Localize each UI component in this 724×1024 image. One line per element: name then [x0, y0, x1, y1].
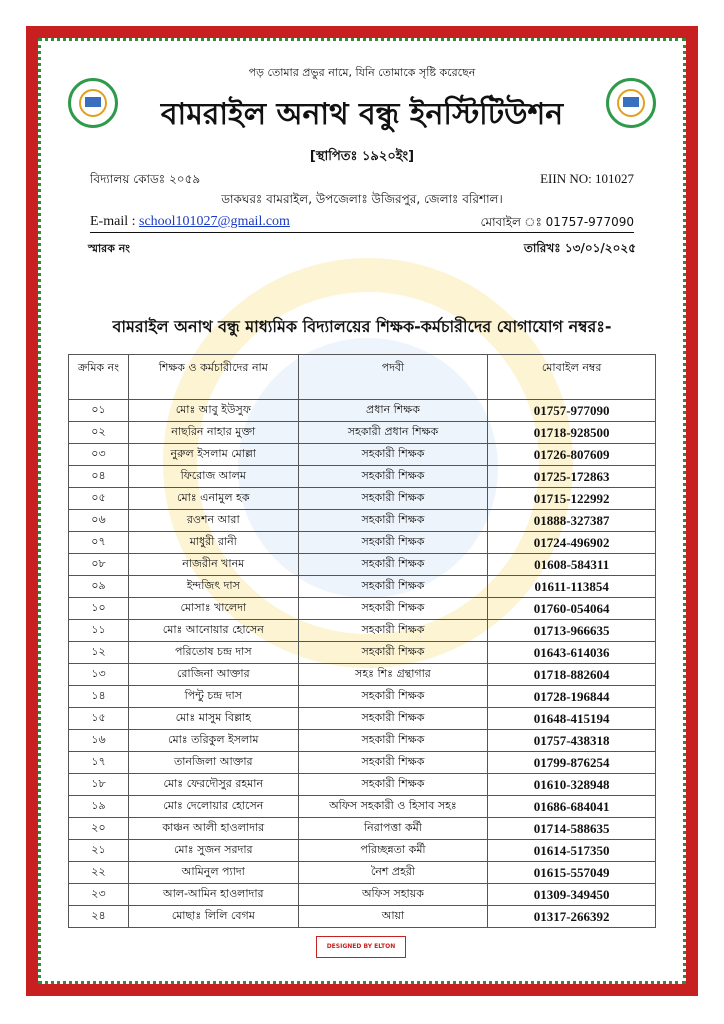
cell-name: মোঃ তরিকুল ইসলাম [128, 730, 298, 752]
cell-mobile: 01713-966635 [488, 620, 656, 642]
cell-name: আল-আমিন হাওলাদার [128, 884, 298, 906]
address: ডাকঘরঃ বামরাইল, উপজেলাঃ উজিরপুর, জেলাঃ বরিশাল। [221, 192, 503, 206]
cell-serial: ২৩ [69, 884, 129, 906]
cell-name: মোছাঃ লিলি বেগম [128, 906, 298, 928]
table-row [69, 510, 656, 532]
cell-mobile: 01724-496902 [488, 532, 656, 554]
table-row [69, 730, 656, 752]
cell-designation: সহকারী শিক্ষক [298, 686, 488, 708]
column-header-name: শিক্ষক ও কর্মচারীদের নাম [128, 355, 298, 400]
cell-name: কাঞ্চন আলী হাওলাদার [128, 818, 298, 840]
cell-serial: ০৫ [69, 488, 129, 510]
cell-mobile: 01728-196844 [488, 686, 656, 708]
cell-mobile: 01643-614036 [488, 642, 656, 664]
cell-mobile: 01757-977090 [488, 400, 656, 422]
cell-designation: প্রধান শিক্ষক [298, 400, 488, 422]
cell-designation: সহকারী শিক্ষক [298, 730, 488, 752]
cell-serial: ২৪ [69, 906, 129, 928]
cell-serial: ০৯ [69, 576, 129, 598]
cell-serial: ০৭ [69, 532, 129, 554]
cell-designation: পরিচ্ছন্নতা কর্মী [298, 840, 488, 862]
cell-mobile: 01757-438318 [488, 730, 656, 752]
cell-name: নাছরিন নাহার মুক্তা [128, 422, 298, 444]
column-header-serial: ক্রমিক নং [69, 355, 129, 400]
cell-serial: ২০ [69, 818, 129, 840]
cell-name: মোঃ এনামুল হক [128, 488, 298, 510]
table-row [69, 906, 656, 928]
cell-designation: সহকারী প্রধান শিক্ষক [298, 422, 488, 444]
cell-serial: ২১ [69, 840, 129, 862]
cell-designation: সহকারী শিক্ষক [298, 466, 488, 488]
cell-name: মোঃ সুজন সরদার [128, 840, 298, 862]
designer-credit: DESIGNED BY ELTON [316, 936, 406, 958]
cell-name: মোসাঃ খালেদা [128, 598, 298, 620]
table-row [69, 686, 656, 708]
table-row [69, 774, 656, 796]
cell-mobile: 01686-684041 [488, 796, 656, 818]
cell-serial: ১০ [69, 598, 129, 620]
cell-name: তানজিলা আক্তার [128, 752, 298, 774]
cell-name: পরিতোষ চন্দ্র দাস [128, 642, 298, 664]
cell-serial: ২২ [69, 862, 129, 884]
table-row [69, 598, 656, 620]
contact-table [68, 354, 656, 928]
cell-serial: ০৬ [69, 510, 129, 532]
cell-name: ইন্দজিৎ দাস [128, 576, 298, 598]
table-row [69, 818, 656, 840]
cell-name: মোঃ আবু ইউসুফ [128, 400, 298, 422]
column-header-designation: পদবী [298, 355, 488, 400]
cell-serial: ০৮ [69, 554, 129, 576]
cell-serial: ১৬ [69, 730, 129, 752]
cell-designation: সহকারী শিক্ষক [298, 576, 488, 598]
cell-designation: সহকারী শিক্ষক [298, 510, 488, 532]
table-row [69, 884, 656, 906]
cell-name: মোঃ আনোয়ার হোসেন [128, 620, 298, 642]
cell-mobile: 01760-054064 [488, 598, 656, 620]
table-row [69, 620, 656, 642]
cell-mobile: 01608-584311 [488, 554, 656, 576]
cell-serial: ০৪ [69, 466, 129, 488]
cell-mobile: 01309-349450 [488, 884, 656, 906]
cell-mobile: 01718-928500 [488, 422, 656, 444]
cell-name: নুরুল ইসলাম মোল্লা [128, 444, 298, 466]
table-row [69, 664, 656, 686]
contact-list-heading: বামরাইল অনাথ বন্ধু মাধ্যমিক বিদ্যালয়ের শিক্ষক-কর্মচারীদের যোগাযোগ নম্বরঃ- [112, 317, 612, 336]
cell-mobile: 01614-517350 [488, 840, 656, 862]
letter-date: তারিখঃ ১৩/০১/২০২৫ [523, 241, 636, 255]
cell-name: মোঃ ফেরদৌসুর রহমান [128, 774, 298, 796]
cell-designation: নৈশ প্রহরী [298, 862, 488, 884]
cell-designation: সহকারী শিক্ষক [298, 598, 488, 620]
cell-serial: ১৯ [69, 796, 129, 818]
table-row [69, 840, 656, 862]
cell-mobile: 01888-327387 [488, 510, 656, 532]
cell-serial: ০৩ [69, 444, 129, 466]
table-row [69, 796, 656, 818]
cell-mobile: 01648-415194 [488, 708, 656, 730]
cell-mobile: 01714-588635 [488, 818, 656, 840]
cell-designation: সহকারী শিক্ষক [298, 708, 488, 730]
cell-name: রোজিনা আক্তার [128, 664, 298, 686]
cell-serial: ১৭ [69, 752, 129, 774]
eiin-number: EIIN NO: 101027 [540, 171, 634, 186]
cell-serial: ১২ [69, 642, 129, 664]
table-row [69, 708, 656, 730]
table-header-row [69, 355, 656, 400]
table-row [69, 862, 656, 884]
cell-name: নাজরীন খানম [128, 554, 298, 576]
cell-serial: ১১ [69, 620, 129, 642]
school-code: বিদ্যালয় কোডঃ ২০৫৯ [90, 172, 201, 186]
cell-serial: ১৪ [69, 686, 129, 708]
cell-designation: সহকারী শিক্ষক [298, 752, 488, 774]
table-row [69, 532, 656, 554]
table-body [69, 400, 656, 928]
cell-name: মোঃ দেলোয়ার হোসেন [128, 796, 298, 818]
cell-serial: ১৮ [69, 774, 129, 796]
cell-mobile: 01317-266392 [488, 906, 656, 928]
letterhead-page [48, 48, 676, 978]
motto: পড় তোমার প্রভুর নামে, যিনি তোমাকে সৃষ্টি করেছেন [248, 66, 476, 79]
email-label: E-mail : [90, 214, 136, 229]
table-row [69, 752, 656, 774]
cell-name: আমিনুল প্যাদা [128, 862, 298, 884]
cell-designation: নিরাপত্তা কর্মী [298, 818, 488, 840]
cell-designation: সহকারী শিক্ষক [298, 532, 488, 554]
table-row [69, 642, 656, 664]
cell-designation: সহকারী শিক্ষক [298, 642, 488, 664]
table-row [69, 488, 656, 510]
cell-name: রওশন আরা [128, 510, 298, 532]
cell-serial: ১৫ [69, 708, 129, 730]
cell-name: মোঃ মাসুম বিল্লাহ [128, 708, 298, 730]
cell-designation: অফিস সহকারী ও হিসাব সহঃ [298, 796, 488, 818]
cell-designation: অফিস সহায়ক [298, 884, 488, 906]
column-header-mobile: মোবাইল নম্বর [488, 355, 656, 400]
cell-mobile: 01725-172863 [488, 466, 656, 488]
established-year: [স্থাপিতঃ ১৯২০ইং] [309, 149, 415, 164]
cell-mobile: 01726-807609 [488, 444, 656, 466]
cell-serial: ০১ [69, 400, 129, 422]
cell-mobile: 01799-876254 [488, 752, 656, 774]
cell-designation: সহকারী শিক্ষক [298, 488, 488, 510]
cell-designation: আয়া [298, 906, 488, 928]
memo-number: স্মারক নং [88, 242, 131, 255]
cell-name: পিন্টু চন্দ্র দাস [128, 686, 298, 708]
mobile-number: মোবাইল ঃ 01757-977090 [480, 215, 634, 229]
cell-designation: সহকারী শিক্ষক [298, 774, 488, 796]
email [90, 214, 290, 230]
cell-designation: সহকারী শিক্ষক [298, 554, 488, 576]
table-row [69, 400, 656, 422]
table-row [69, 466, 656, 488]
cell-designation: সহকারী শিক্ষক [298, 620, 488, 642]
cell-name: ফিরোজ আলম [128, 466, 298, 488]
cell-serial: ০২ [69, 422, 129, 444]
cell-mobile: 01718-882604 [488, 664, 656, 686]
cell-mobile: 01715-122992 [488, 488, 656, 510]
institution-name: বামরাইল অনাথ বন্ধু ইনস্টিটিউশন [160, 97, 564, 132]
table-row [69, 576, 656, 598]
cell-designation: সহকারী শিক্ষক [298, 444, 488, 466]
cell-serial: ১৩ [69, 664, 129, 686]
email-link[interactable]: school101027@gmail.com [139, 214, 290, 229]
contact-line [90, 212, 634, 233]
cell-mobile: 01611-113854 [488, 576, 656, 598]
table-row [69, 444, 656, 466]
cell-name: মাধুরী রানী [128, 532, 298, 554]
table-row [69, 554, 656, 576]
cell-mobile: 01610-328948 [488, 774, 656, 796]
cell-mobile: 01615-557049 [488, 862, 656, 884]
cell-designation: সহঃ শিঃ গ্রন্থাগার [298, 664, 488, 686]
table-row [69, 422, 656, 444]
